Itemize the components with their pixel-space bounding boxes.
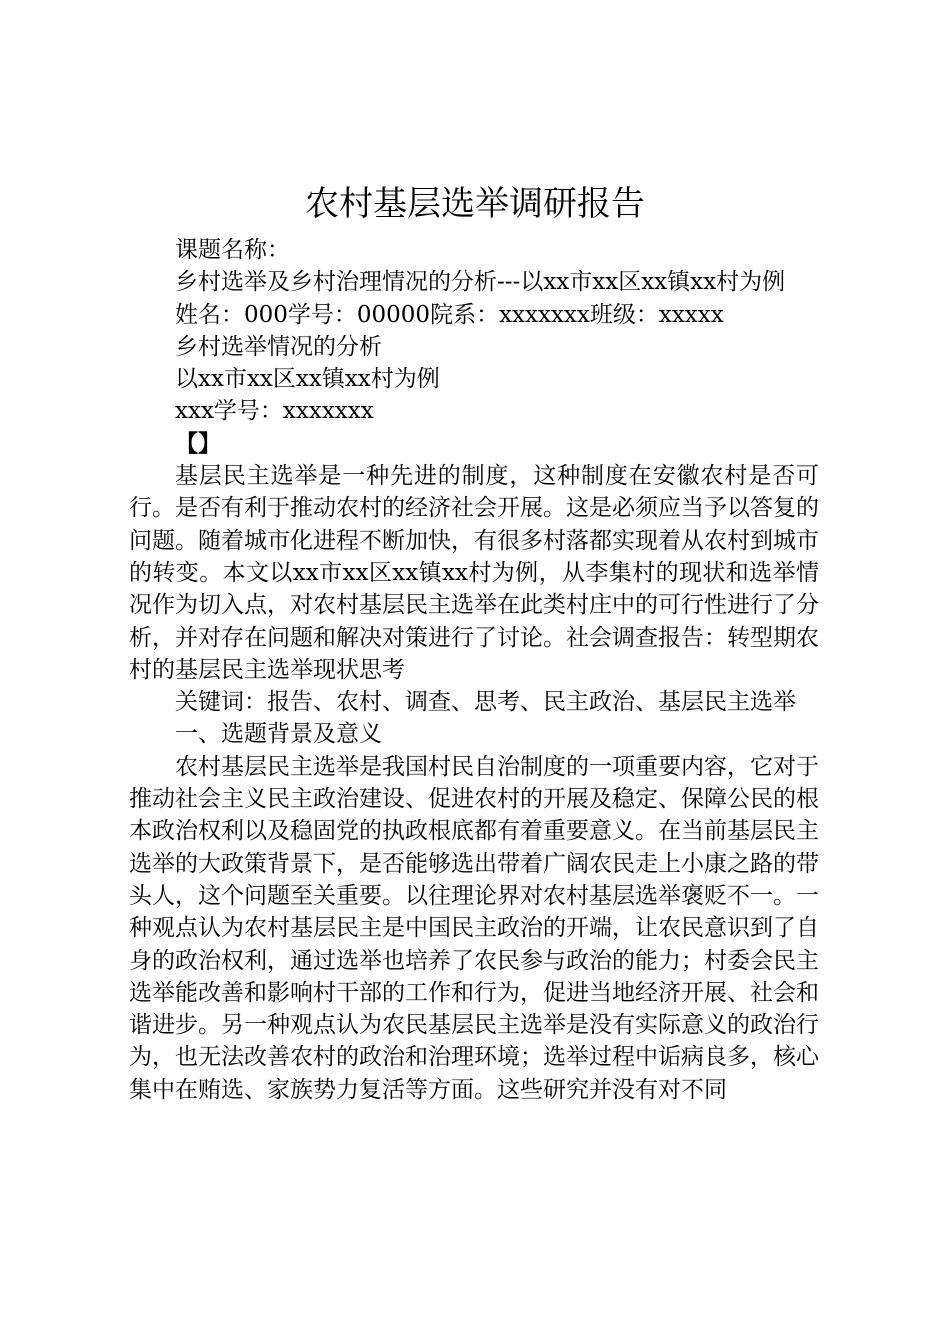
- document-title: 农村基层选举调研报告: [305, 184, 645, 224]
- author-info: xxx学号：xxxxxxx: [175, 398, 374, 425]
- student-info: 姓名：000学号：00000院系：xxxxxxx班级：xxxxx: [175, 301, 724, 328]
- topic-name: 乡村选举及乡村治理情况的分析---以xx市xx区xx镇xx村为例: [175, 269, 786, 296]
- document-body: [129, 234, 819, 1106]
- keywords-paragraph: 关键词：报告、农村、调查、思考、民主政治、基层民主选举: [175, 689, 796, 716]
- abstract-paragraph: 基层民主选举是一种先进的制度，这种制度在安徽农村是否可行。是否有利于推动农村的经济社会开展。这是必须应当予以答复的问题。随着城市化进程不断加快，有很多村落都实现着从农村到城市的转变。本文以xx市xx区xx镇xx村为例，从李集村的现状和选举情况作为切入点，对农村基层民主选举在此类村庄中的可行性进行了分析，并对存在问题和解决对策进行了讨论。社会调查报告：转型期农村的基层民主选举现状思考: [129, 463, 819, 683]
- subtitle: 乡村选举情况的分析: [175, 333, 382, 360]
- subtitle-example: 以xx市xx区xx镇xx村为例: [175, 366, 440, 393]
- section-body-paragraph: 农村基层民主选举是我国村民自治制度的一项重要内容，它对于推动社会主义民主政治建设、促进农村的开展及稳定、保障公民的根本政治权利以及稳固党的执政根底都有着重要意义。在当前基层民主选举的大政策背景下，是否能够选出带着广阔农民走上小康之路的带头人，这个问题至关重要。以往理论界对农村基层选举褒贬不一。一种观点认为农村基层民主是中国民主政治的开端，让农民意识到了自身的政治权利，通过选举也培养了农民参与政治的能力；村委会民主选举能改善和影响村干部的工作和行为，促进当地经济开展、社会和谐进步。另一种观点认为农民基层民主选举是没有实际意义的政治行为，也无法改善农村的政治和治理环境；选举过程中诟病良多，核心集中在贿选、家族势力复活等方面。这些研究并没有对不同: [129, 753, 819, 1103]
- abstract-marker: 【】: [175, 429, 221, 457]
- section-heading: 一、选题背景及意义: [175, 721, 382, 748]
- topic-label: 课题名称：: [175, 237, 290, 263]
